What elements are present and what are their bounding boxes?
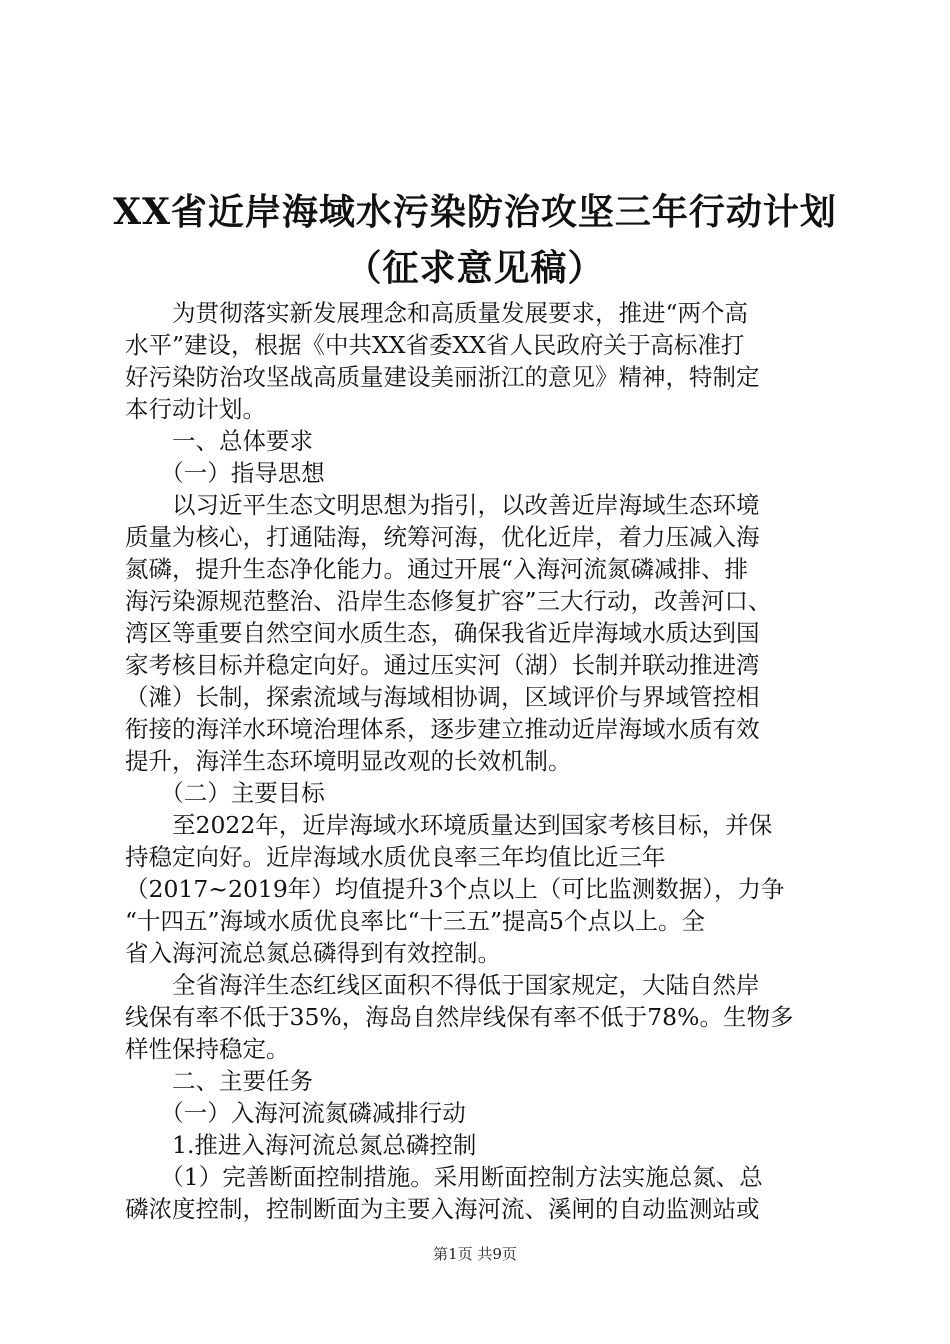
body-line: 衔接的海洋水环境治理体系，逐步建立推动近岸海域水质有效 [125, 715, 760, 743]
body-line: 质量为核心，打通陆海，统筹河海，优化近岸，着力压减入海 [125, 523, 760, 551]
body-line: “十四五”海域水质优良率比“十三五”提高5个点以上。全 [125, 907, 706, 935]
body-line: （1）完善断面控制措施。采用断面控制方法实施总氮、总 [125, 1163, 763, 1191]
body-line: 磷浓度控制，控制断面为主要入海河流、溪闸的自动监测站或 [125, 1195, 760, 1223]
body-line: 本行动计划。 [125, 395, 266, 423]
body-line: （一）指导思想 [125, 459, 325, 487]
body-line: 氮磷，提升生态净化能力。通过开展“入海河流氮磷减排、排 [125, 555, 749, 583]
body-line: 好污染防治攻坚战高质量建设美丽浙江的意见》精神，特制定 [125, 363, 760, 391]
body-line: 提升，海洋生态环境明显改观的长效机制。 [125, 747, 572, 775]
body-line: 1.推进入海河流总氮总磷控制 [125, 1131, 477, 1159]
body-line: （一）入海河流氮磷减排行动 [125, 1099, 466, 1127]
body-line: （2017~2019年）均值提升3个点以上（可比监测数据），力争 [125, 875, 785, 903]
body-line: 家考核目标并稳定向好。通过压实河（湖）长制并联动推进湾 [125, 651, 760, 679]
page-footer: 第1页 共9页 [433, 1245, 517, 1263]
body-line: 海污染源规范整治、沿岸生态修复扩容”三大行动，改善河口、 [125, 587, 772, 615]
body-line: 湾区等重要自然空间水质生态，确保我省近岸海域水质达到国 [125, 619, 760, 647]
body-line: 为贯彻落实新发展理念和高质量发展要求，推进“两个高 [125, 299, 749, 327]
body-line: 省入海河流总氮总磷得到有效控制。 [125, 939, 501, 967]
body-line: 一、总体要求 [125, 427, 313, 455]
body-line: 全省海洋生态红线区面积不得低于国家规定，大陆自然岸 [125, 971, 760, 999]
document-body [125, 297, 832, 1225]
body-line: 至2022年，近岸海域水环境质量达到国家考核目标，并保 [125, 811, 773, 839]
body-line: 线保有率不低于35%，海岛自然岸线保有率不低于78%。生物多 [125, 1003, 794, 1031]
body-line: 以习近平生态文明思想为指引，以改善近岸海域生态环境 [125, 491, 760, 519]
body-line: （滩）长制，探索流域与海域相协调，区域评价与界域管控相 [125, 683, 760, 711]
document-subtitle: （征求意见稿） [345, 247, 605, 289]
body-line: （二）主要目标 [125, 779, 325, 807]
body-line: 样性保持稳定。 [125, 1035, 290, 1063]
body-line: 持稳定向好。近岸海域水质优良率三年均值比近三年 [125, 843, 666, 871]
body-line: 水平”建设，根据《中共XX省委XX省人民政府关于高标准打 [125, 331, 745, 359]
document-title: XX省近岸海域水污染防治攻坚三年行动计划 [113, 191, 837, 233]
body-line: 二、主要任务 [125, 1067, 313, 1095]
